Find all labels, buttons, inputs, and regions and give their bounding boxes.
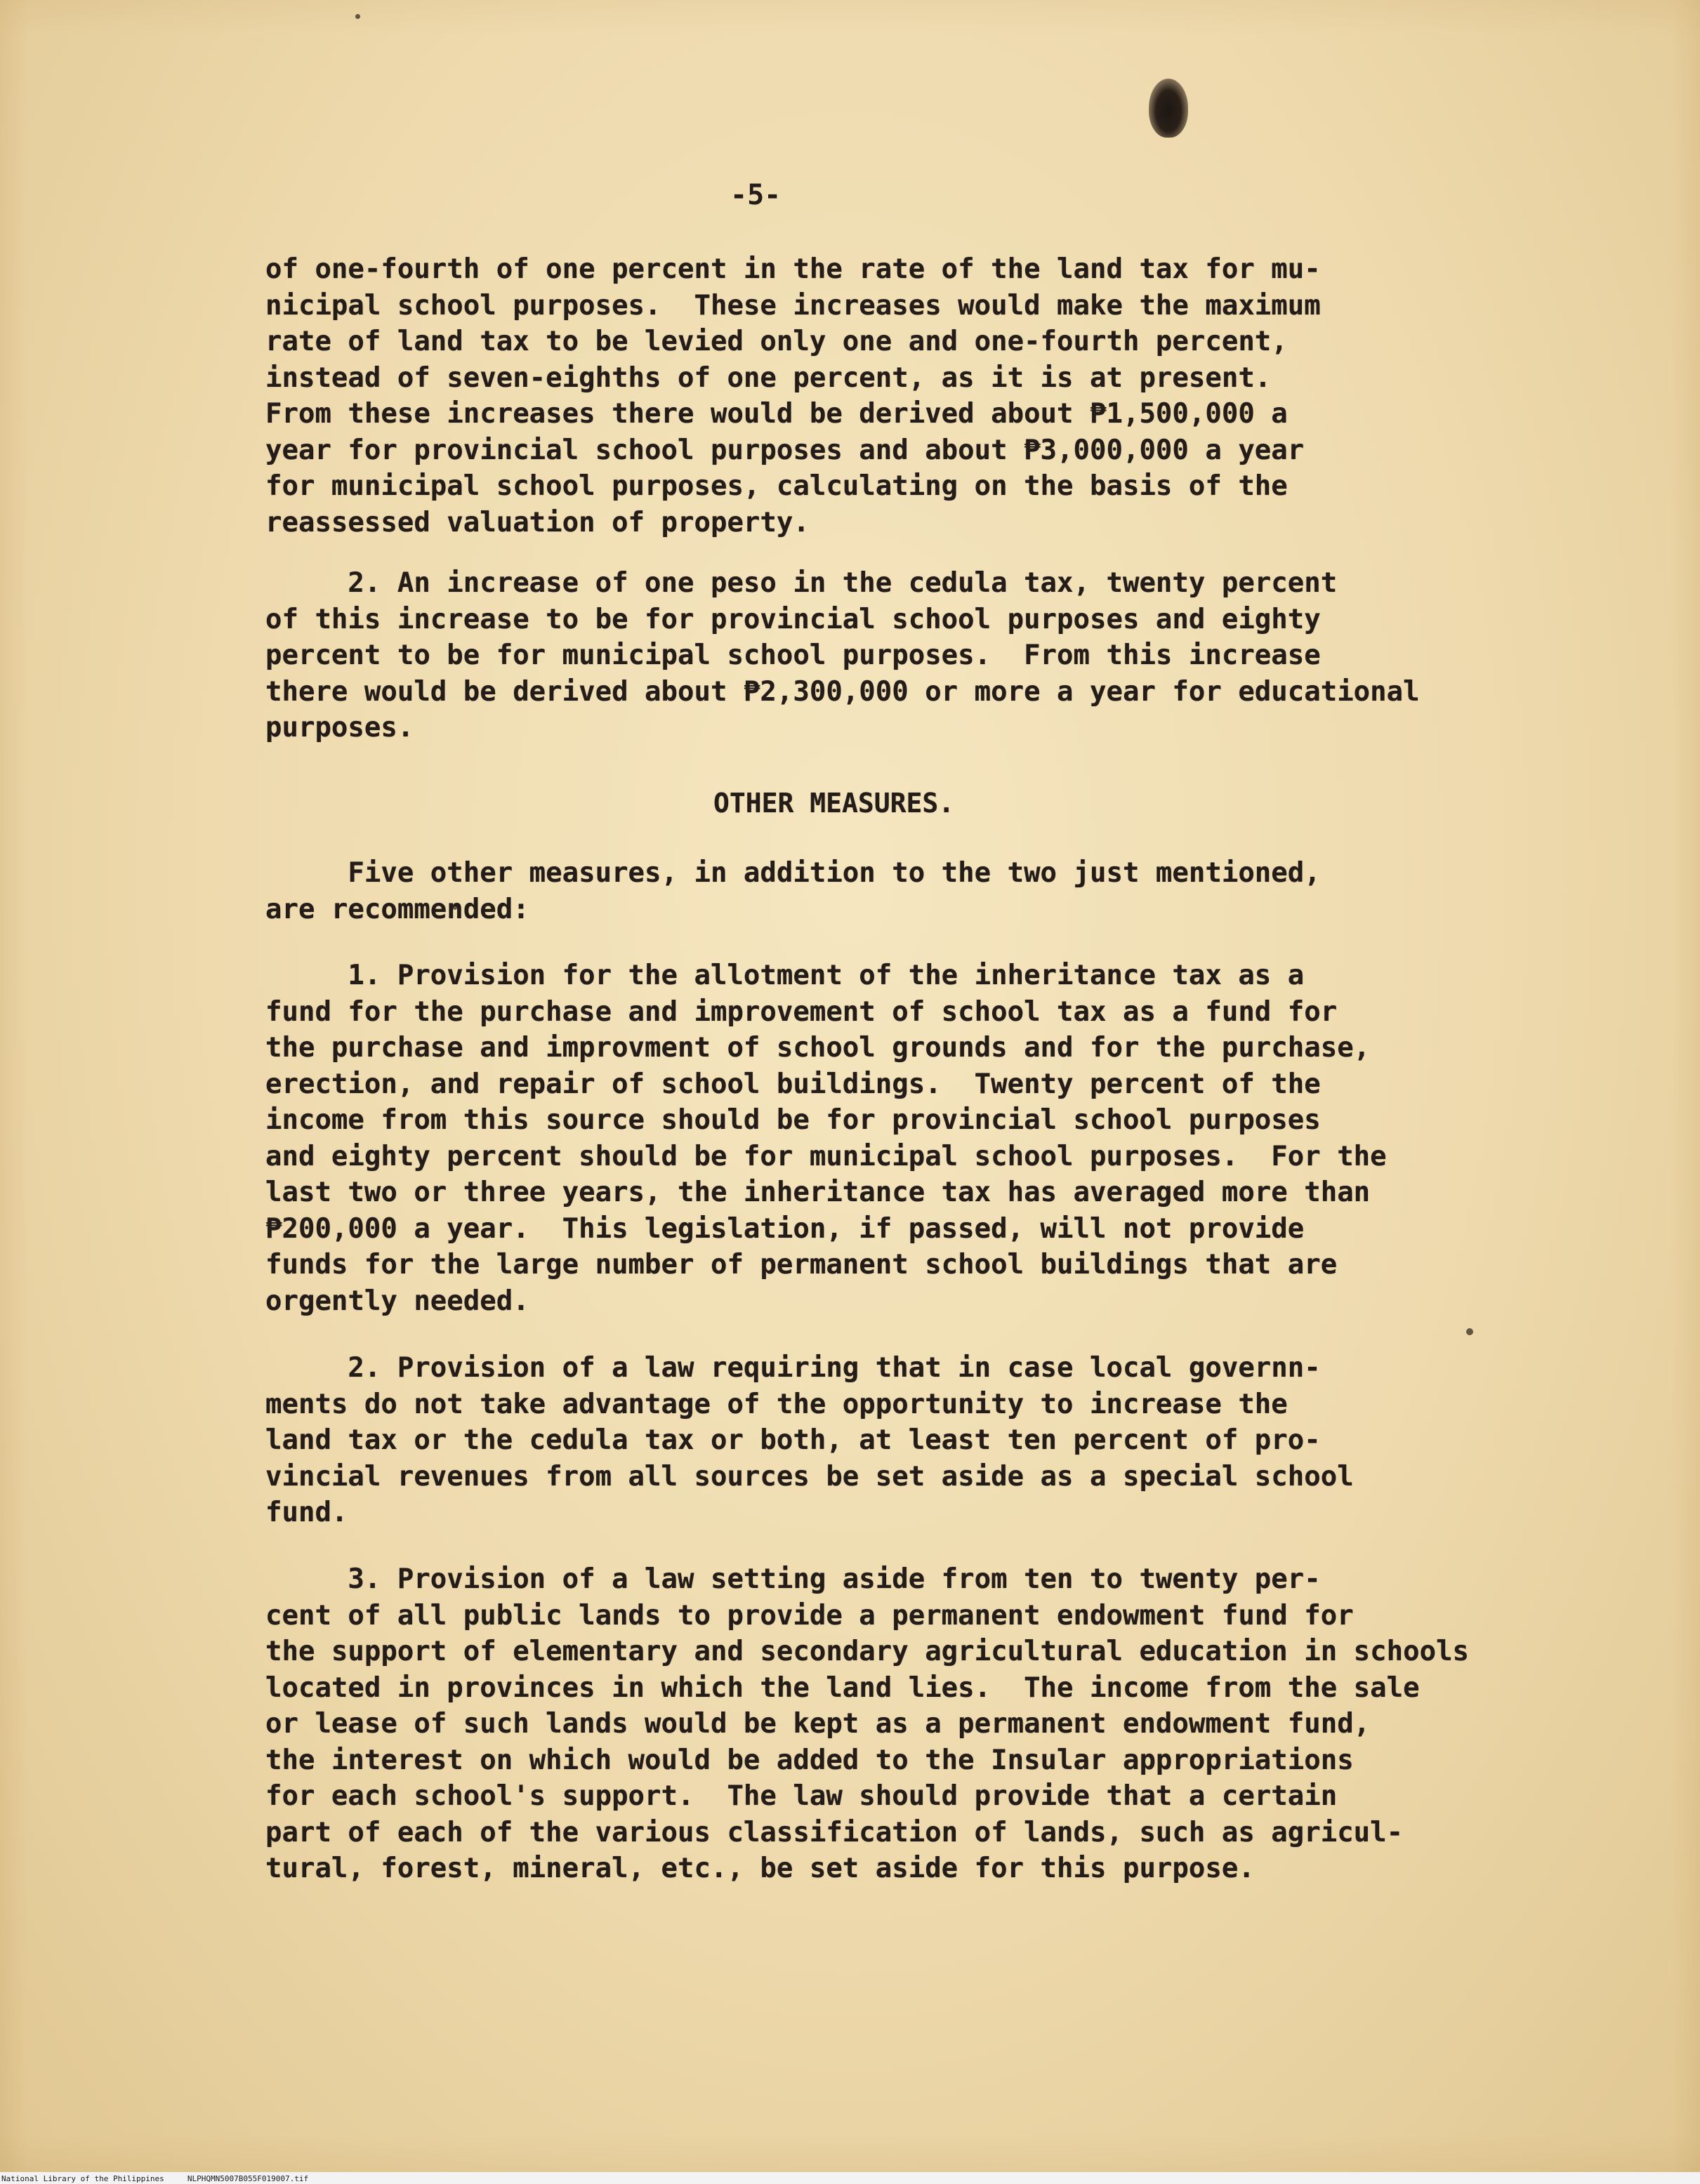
text-line: ₱200,000 a year. This legislation, if passed, will not provide xyxy=(265,1212,1305,1245)
text-line: fund. xyxy=(265,1497,348,1528)
text-line: part of each of the various classification of lands, such as agricul- xyxy=(265,1816,1404,1848)
footer-library: National Library of the Philippines xyxy=(1,2174,164,2183)
ink-speck xyxy=(1466,1328,1473,1335)
text-line: tural, forest, mineral, etc., be set aside for this purpose. xyxy=(265,1853,1255,1884)
paragraph-item-3 xyxy=(265,1561,1469,1887)
ink-blot xyxy=(1149,79,1188,138)
footer-file-id: NLPHQMN5007B055F019007.tif xyxy=(187,2174,309,2183)
text-line: reassessed valuation of property. xyxy=(265,506,810,538)
text-line: the purchase and improvment of school grounds and for the purchase, xyxy=(265,1032,1371,1064)
text-line: rate of land tax to be levied only one and one-fourth percent, xyxy=(265,326,1288,357)
text-line: vincial revenues from all sources be set aside as a special school xyxy=(265,1460,1354,1493)
text-line: income from this source should be for provincial school purposes xyxy=(265,1104,1321,1136)
text-line: erection, and repair of school buildings. Twenty percent of the xyxy=(265,1068,1321,1100)
paragraph-cedula-tax xyxy=(265,565,1420,746)
text-line: the interest on which would be added to the Insular appropriations xyxy=(265,1744,1354,1776)
text-line: are recommended: xyxy=(265,893,529,925)
text-line: Five other measures, in addition to the two just mentioned, xyxy=(265,857,1321,889)
text-line: last two or three years, the inheritance tax has averaged more than xyxy=(265,1177,1371,1208)
text-line: 2. Provision of a law requiring that in case local governn- xyxy=(265,1352,1321,1384)
paragraph-land-tax-continuation xyxy=(265,251,1321,541)
text-line: there would be derived about ₱2,300,000 or more a year for educational xyxy=(265,675,1420,708)
text-line: ments do not take advantage of the opportunity to increase the xyxy=(265,1388,1288,1420)
text-line: 2. An increase of one peso in the cedula tax, twenty percent xyxy=(265,567,1338,599)
text-line: and eighty percent should be for municipal school purposes. For the xyxy=(265,1140,1387,1172)
paragraph-item-2 xyxy=(265,1350,1354,1531)
text-line: percent to be for municipal school purposes. From this increase xyxy=(265,640,1321,671)
text-line: of one-fourth of one percent in the rate of the land tax for mu- xyxy=(265,253,1321,285)
text-line: land tax or the cedula tax or both, at least ten percent of pro- xyxy=(265,1424,1321,1456)
text-line: year for provincial school purposes and about ₱3,000,000 a year xyxy=(265,434,1305,466)
page-number: -5- xyxy=(730,179,782,211)
text-line: cent of all public lands to provide a permanent endowment fund for xyxy=(265,1599,1354,1632)
text-line: fund for the purchase and improvement of school tax as a fund for xyxy=(265,995,1338,1028)
paragraph-item-1 xyxy=(265,958,1387,1319)
text-line: orgently needed. xyxy=(265,1285,529,1317)
text-line: for each school's support. The law should provide that a certain xyxy=(265,1780,1338,1812)
text-line: instead of seven-eighths of one percent, as it is at present. xyxy=(265,362,1272,394)
text-line: located in provinces in which the land lies. The income from the sale xyxy=(265,1672,1420,1704)
text-line: purposes. xyxy=(265,712,414,743)
text-line: 1. Provision for the allotment of the inheritance tax as a xyxy=(265,960,1305,991)
paragraph-intro xyxy=(265,855,1321,927)
text-line: nicipal school purposes. These increases would make the maximum xyxy=(265,289,1321,322)
text-line: the support of elementary and secondary agricultural education in schools xyxy=(265,1636,1470,1667)
text-line: funds for the large number of permanent school buildings that are xyxy=(265,1249,1338,1280)
text-line: for municipal school purposes, calculating on the basis of the xyxy=(265,470,1288,502)
text-line: 3. Provision of a law setting aside from ten to twenty per- xyxy=(265,1563,1321,1595)
text-line: or lease of such lands would be kept as a permanent endowment fund, xyxy=(265,1708,1371,1740)
ink-speck xyxy=(355,14,360,19)
text-line: From these increases there would be derived about ₱1,500,000 a xyxy=(265,398,1288,430)
text-line: of this increase to be for provincial school purposes and eighty xyxy=(265,603,1321,635)
section-heading: OTHER MEASURES. xyxy=(713,788,955,819)
footer xyxy=(1,2174,308,2183)
